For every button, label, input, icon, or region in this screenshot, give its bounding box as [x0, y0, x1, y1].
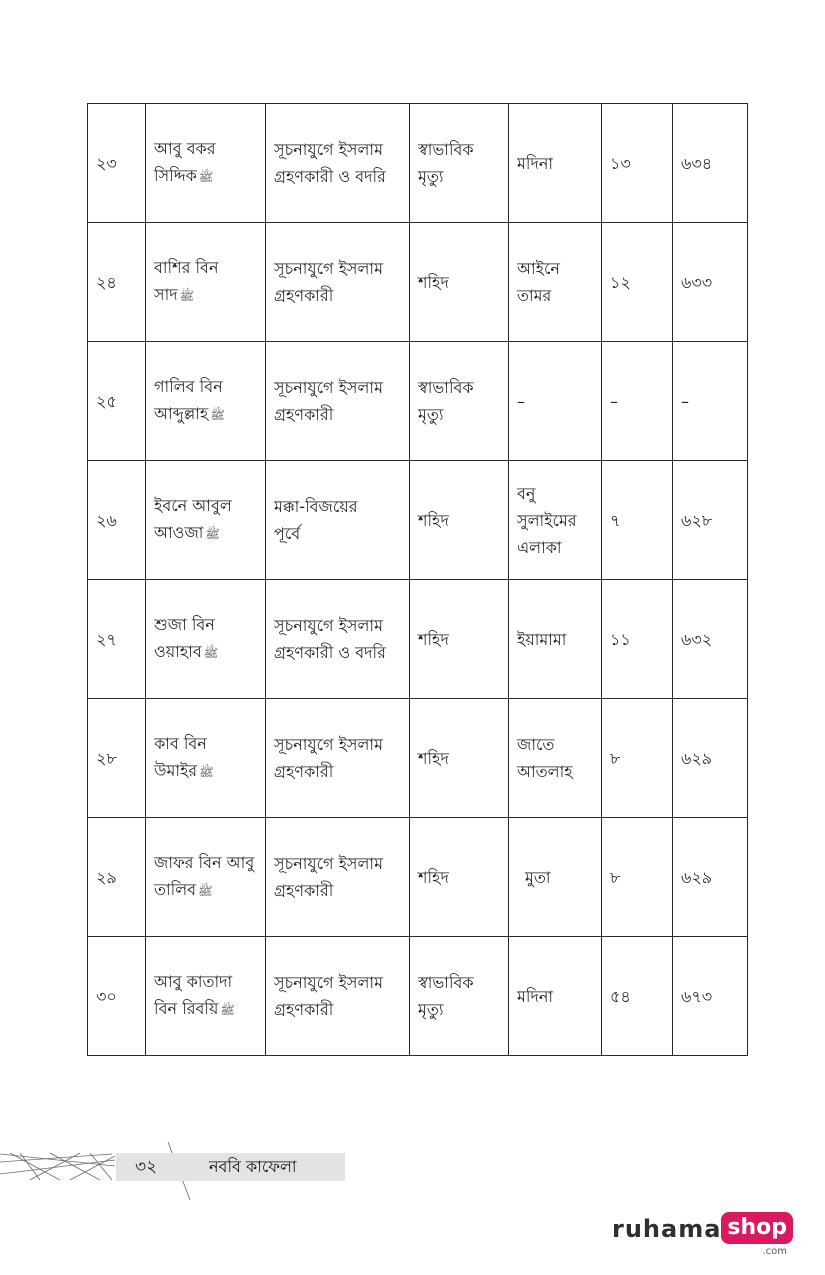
- honorific-icon: ﷺ: [198, 170, 214, 184]
- table-row: [88, 461, 748, 580]
- cell-year-ce: ৬৩২: [673, 580, 748, 699]
- table-row: [88, 223, 748, 342]
- cell-year-ce: ৬৭৩: [673, 937, 748, 1056]
- cell-serial: ২৯: [88, 818, 146, 937]
- table-row: [88, 699, 748, 818]
- book-title: নববি কাফেলা: [209, 1157, 297, 1176]
- name-line2: আব্দুল্লাহ: [154, 404, 209, 423]
- logo-brand: ruhama: [612, 1215, 722, 1243]
- cell-conversion-time: সূচনাযুগে ইসলাম গ্রহণকারী: [266, 342, 410, 461]
- table-row: [88, 580, 748, 699]
- name-line1: আবু কাতাদা: [154, 972, 233, 991]
- cell-year-hijri: ১৩: [602, 104, 673, 223]
- table-row: [88, 342, 748, 461]
- cell-companion-name: [146, 104, 266, 223]
- cell-serial: ২৭: [88, 580, 146, 699]
- name-line1: কাব বিন: [154, 734, 207, 753]
- cell-year-ce: ৬৩৩: [673, 223, 748, 342]
- cell-companion-name: [146, 580, 266, 699]
- cell-conversion-time: সূচনাযুগে ইসলাম গ্রহণকারী: [266, 818, 410, 937]
- cell-conversion-time: সূচনাযুগে ইসলাম গ্রহণকারী: [266, 699, 410, 818]
- cell-death-type: শহিদ: [410, 461, 509, 580]
- cell-conversion-time: সূচনাযুগে ইসলাম গ্রহণকারী ও বদরি: [266, 104, 410, 223]
- cell-serial: ২৬: [88, 461, 146, 580]
- cell-conversion-time: সূচনাযুগে ইসলাম গ্রহণকারী: [266, 223, 410, 342]
- cell-serial: ২৮: [88, 699, 146, 818]
- name-line2: উমাইর: [154, 761, 198, 780]
- cell-serial: ৩০: [88, 937, 146, 1056]
- cell-death-place: বনু সুলাইমের এলাকা: [509, 461, 602, 580]
- cell-death-type: শহিদ: [410, 223, 509, 342]
- table-row: [88, 937, 748, 1056]
- cell-year-hijri: ৫৪: [602, 937, 673, 1056]
- name-line2: সিদ্দিক: [154, 166, 197, 185]
- honorific-icon: ﷺ: [203, 646, 219, 660]
- sahaba-table: [87, 103, 748, 1056]
- name-line2: তালিব: [154, 880, 197, 899]
- cell-serial: ২৫: [88, 342, 146, 461]
- cell-death-place: ইয়ামামা: [509, 580, 602, 699]
- name-line1: ইবনে আবুল: [154, 496, 232, 515]
- cell-year-ce: ৬২৮: [673, 461, 748, 580]
- cell-year-hijri: ৮: [602, 818, 673, 937]
- honorific-icon: ﷺ: [210, 408, 225, 422]
- honorific-icon: ﷺ: [199, 765, 214, 779]
- name-line1: শুজা বিন: [154, 615, 215, 634]
- cell-companion-name: [146, 937, 266, 1056]
- cell-death-type: শহিদ: [410, 580, 509, 699]
- cell-year-hijri: ৭: [602, 461, 673, 580]
- cell-serial: ২৩: [88, 104, 146, 223]
- logo-suffix: .com: [762, 1246, 788, 1257]
- name-line1: আবু বকর: [154, 139, 216, 158]
- name-line1: বাশির বিন: [154, 258, 219, 277]
- cell-year-hijri: –: [602, 342, 673, 461]
- cell-conversion-time: সূচনাযুগে ইসলাম গ্রহণকারী: [266, 937, 410, 1056]
- cell-death-type: স্বাভাবিক মৃত্যু: [410, 342, 509, 461]
- cell-companion-name: [146, 223, 266, 342]
- cell-death-place: –: [509, 342, 602, 461]
- cell-conversion-time: মক্কা-বিজয়ের পূর্বে: [266, 461, 410, 580]
- table-row: [88, 818, 748, 937]
- cell-year-ce: –: [673, 342, 748, 461]
- cell-serial: ২৪: [88, 223, 146, 342]
- cell-death-place: আইনে তামর: [509, 223, 602, 342]
- table-row: [88, 104, 748, 223]
- cell-death-place: জাতে আতলাহ: [509, 699, 602, 818]
- honorific-icon: ﷺ: [198, 884, 213, 898]
- cell-year-hijri: ৮: [602, 699, 673, 818]
- cell-year-hijri: ১২: [602, 223, 673, 342]
- cell-year-ce: ৬২৯: [673, 818, 748, 937]
- cell-companion-name: [146, 699, 266, 818]
- honorific-icon: ﷺ: [179, 289, 195, 303]
- honorific-icon: ﷺ: [205, 527, 220, 541]
- cell-death-place: মদিনা: [509, 104, 602, 223]
- name-line2: সাদ: [154, 285, 178, 304]
- cell-companion-name: [146, 461, 266, 580]
- name-line2: আওজা: [154, 523, 204, 542]
- cell-death-place: মুতা: [509, 818, 602, 937]
- cell-companion-name: [146, 818, 266, 937]
- ruhamashop-logo: [612, 1212, 793, 1256]
- cell-conversion-time: সূচনাযুগে ইসলাম গ্রহণকারী ও বদরি: [266, 580, 410, 699]
- name-line2: ওয়াহাব: [154, 642, 202, 661]
- cell-death-type: স্বাভাবিক মৃত্যু: [410, 104, 509, 223]
- name-line2: বিন রিবয়ি: [154, 999, 219, 1018]
- page-number: ৩২: [135, 1157, 158, 1177]
- cell-companion-name: [146, 342, 266, 461]
- cell-death-type: শহিদ: [410, 818, 509, 937]
- name-line1: জাফর বিন আবু: [154, 853, 255, 872]
- cell-year-hijri: ১১: [602, 580, 673, 699]
- cell-death-type: শহিদ: [410, 699, 509, 818]
- cell-year-ce: ৬৩৪: [673, 104, 748, 223]
- cell-death-type: স্বাভাবিক মৃত্যু: [410, 937, 509, 1056]
- logo-badge: shop: [721, 1212, 793, 1244]
- honorific-icon: ﷺ: [220, 1003, 235, 1017]
- cell-death-place: মদিনা: [509, 937, 602, 1056]
- name-line1: গালিব বিন: [154, 377, 223, 396]
- cell-year-ce: ৬২৯: [673, 699, 748, 818]
